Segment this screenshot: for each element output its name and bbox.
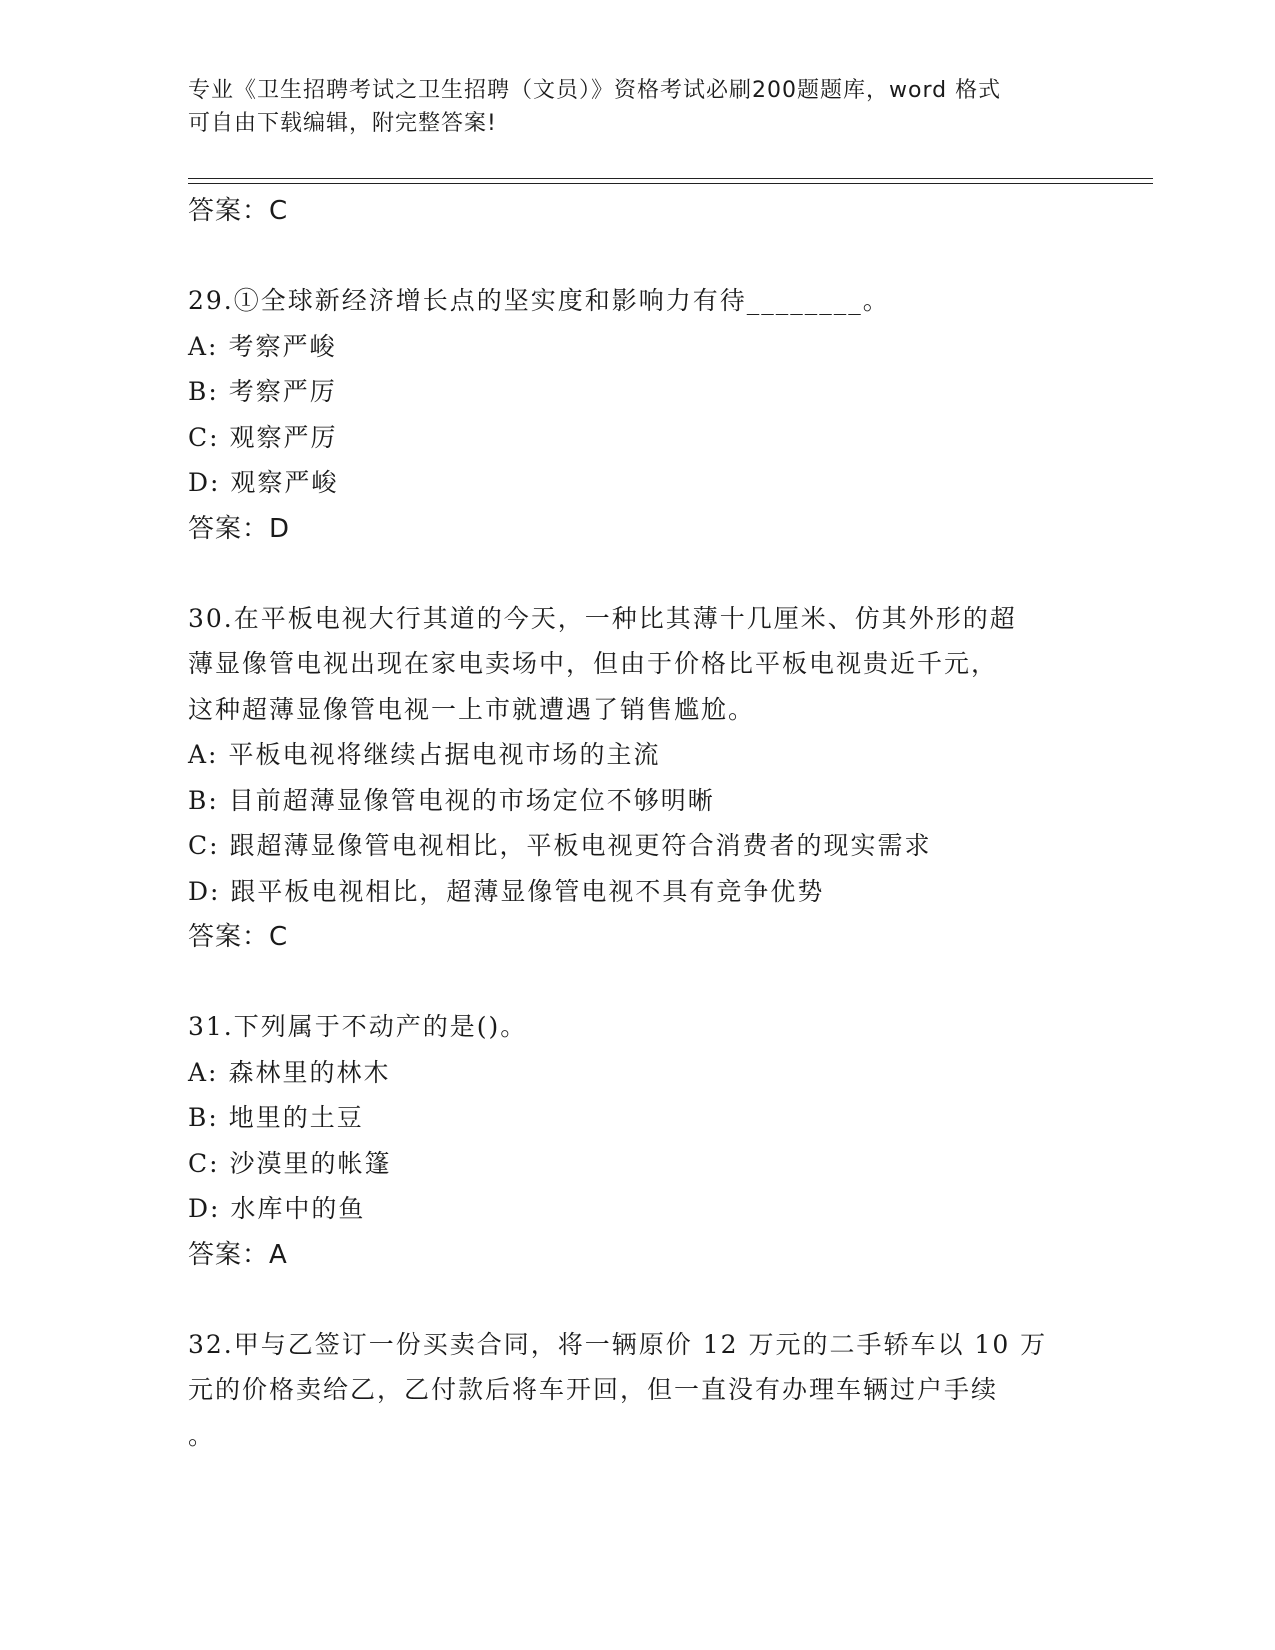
option-text: 观察严厉 — [229, 422, 338, 452]
option-letter: D: — [188, 1194, 221, 1223]
option-letter: B: — [188, 377, 219, 406]
option-text: 平板电视将继续占据电视市场的主流 — [228, 740, 661, 769]
option-letter: C: — [188, 831, 220, 860]
option-letter: A: — [188, 1057, 219, 1087]
option-item — [188, 869, 1088, 915]
option-item — [188, 369, 1088, 415]
header-line-2: 可自由下载编辑，附完整答案! — [188, 111, 497, 136]
answer-line: 答案：A — [188, 1239, 288, 1270]
option-letter: A: — [188, 740, 219, 769]
option-text: 地里的土豆 — [228, 1103, 364, 1132]
option-letter: D: — [188, 468, 221, 497]
question-stem-line: 薄显像管电视出现在家电卖场中，但由于价格比平板电视贵近千元， — [188, 649, 999, 678]
question-list — [188, 278, 1088, 1458]
option-item — [188, 823, 1088, 869]
answer-line: 答案：C — [188, 196, 289, 226]
option-letter: C: — [188, 422, 220, 452]
answer-line: 答案：C — [188, 922, 289, 952]
option-item — [188, 1186, 1088, 1232]
header-line-1: 专业《卫生招聘考试之卫生招聘（文员）》资格考试必刷200题题库，word 格式 — [188, 78, 1002, 103]
option-item — [188, 778, 1088, 824]
option-text: 考察严峻 — [228, 331, 337, 361]
document-header — [188, 74, 1068, 140]
option-item — [188, 1095, 1088, 1141]
question-stem-line: 元的价格卖给乙，乙付款后将车开回，但一直没有办理车辆过户手续 — [188, 1375, 999, 1404]
option-letter: D: — [188, 876, 221, 906]
header-divider-top — [188, 178, 1153, 179]
document-body — [188, 188, 1088, 1458]
option-text: 目前超薄显像管电视的市场定位不够明晰 — [228, 785, 715, 815]
option-item — [188, 415, 1088, 461]
option-text: 跟平板电视相比，超薄显像管电视不具有竞争优势 — [230, 876, 825, 906]
question-stem-line: 30.在平板电视大行其道的今天，一种比其薄十几厘米、仿其外形的超 — [188, 603, 1017, 633]
question-stem-line: 29.①全球新经济增长点的坚实度和影响力有待________。 — [188, 286, 890, 315]
header-divider-bottom — [188, 183, 1153, 184]
option-item — [188, 460, 1088, 506]
option-text: 观察严峻 — [230, 468, 339, 497]
option-text: 沙漠里的帐篷 — [229, 1148, 392, 1178]
question-stem-line: 32.甲与乙签订一份买卖合同，将一辆原价 12 万元的二手轿车以 10 万 — [188, 1329, 1048, 1359]
answer-line: 答案：D — [188, 513, 291, 544]
option-letter: C: — [188, 1148, 220, 1178]
option-letter: B: — [188, 785, 219, 815]
question-block — [188, 278, 1088, 552]
option-text: 跟超薄显像管电视相比，平板电视更符合消费者的现实需求 — [229, 831, 932, 860]
option-letter: A: — [188, 331, 219, 361]
option-item — [188, 732, 1088, 778]
question-stem-line: 31.下列属于不动产的是()。 — [188, 1012, 528, 1041]
question-block — [188, 1322, 1088, 1459]
question-block — [188, 1004, 1088, 1278]
option-item — [188, 1050, 1088, 1096]
question-block — [188, 596, 1088, 961]
option-letter: B: — [188, 1103, 219, 1132]
option-text: 考察严厉 — [228, 377, 337, 406]
option-text: 水库中的鱼 — [230, 1194, 366, 1223]
option-item — [188, 1141, 1088, 1187]
question-stem-line: 这种超薄显像管电视一上市就遭遇了销售尴尬。 — [188, 694, 756, 724]
option-item — [188, 324, 1088, 370]
option-text: 森林里的林木 — [228, 1057, 391, 1087]
question-stem-line: 。 — [188, 1420, 216, 1450]
